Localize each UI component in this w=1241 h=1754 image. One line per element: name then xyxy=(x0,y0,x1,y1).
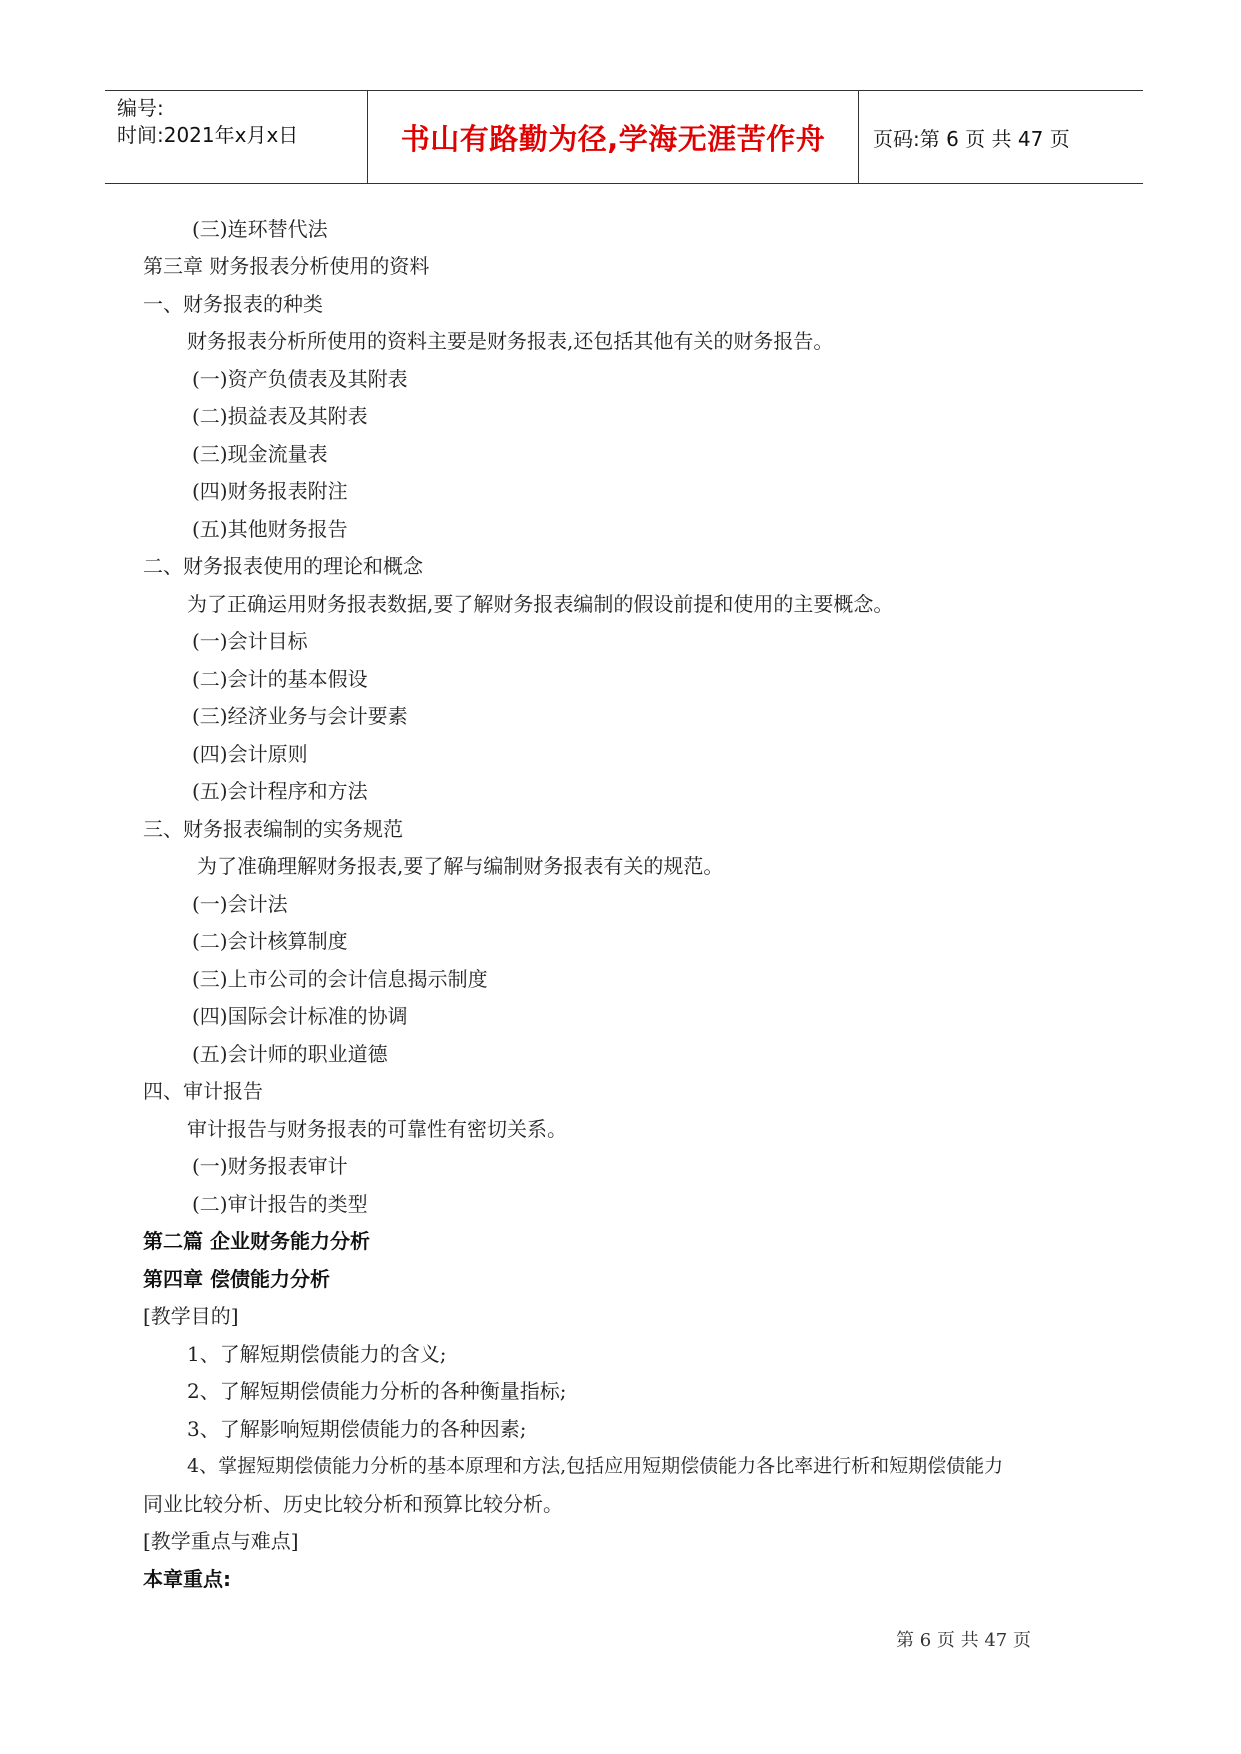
bracket-heading: [教学目的] xyxy=(143,1304,239,1328)
section-heading: 四、审计报告 xyxy=(143,1079,263,1103)
numbered-item: 4、掌握短期偿债能力分析的基本原理和方法,包括应用短期偿债能力各比率进行析和短期偿债能力 xyxy=(187,1455,1004,1477)
section-heading: 三、财务报表编制的实务规范 xyxy=(143,817,403,841)
section-heading: 一、财务报表的种类 xyxy=(143,292,323,316)
page-header xyxy=(105,90,1143,184)
list-item: (三)现金流量表 xyxy=(192,442,328,466)
header-page-number: 页码:第 6 页 共 47 页 xyxy=(873,126,1070,151)
numbered-item-continued: 同业比较分析、历史比较分析和预算比较分析。 xyxy=(143,1492,563,1516)
time-label: 时间:2021年x月x日 xyxy=(117,123,299,147)
list-item: (二)会计的基本假设 xyxy=(192,667,368,691)
list-item: (三)经济业务与会计要素 xyxy=(192,704,408,728)
numbered-item: 3、了解影响短期偿债能力的各种因素; xyxy=(187,1417,527,1441)
number-label: 编号: xyxy=(117,96,164,120)
header-meta xyxy=(117,95,298,149)
list-item: (四)国际会计标准的协调 xyxy=(192,1004,408,1028)
list-item: (一)资产负债表及其附表 xyxy=(192,367,408,391)
part-heading: 第二篇 企业财务能力分析 xyxy=(143,1229,370,1253)
numbered-item: 2、了解短期偿债能力分析的各种衡量指标; xyxy=(187,1379,567,1403)
header-motto: 书山有路勤为径,学海无涯苦作舟 xyxy=(400,121,826,156)
list-item: (五)会计师的职业道德 xyxy=(192,1042,388,1066)
chapter-heading: 第四章 偿债能力分析 xyxy=(143,1267,330,1291)
list-item: (二)会计核算制度 xyxy=(192,929,348,953)
body-line: (三)连环替代法 xyxy=(192,217,328,241)
header-divider xyxy=(367,91,368,183)
key-points-label: 本章重点: xyxy=(143,1567,231,1591)
list-item: (五)其他财务报告 xyxy=(192,517,348,541)
paragraph: 为了正确运用财务报表数据,要了解财务报表编制的假设前提和使用的主要概念。 xyxy=(187,592,894,616)
chapter-heading: 第三章 财务报表分析使用的资料 xyxy=(143,254,430,278)
header-divider xyxy=(858,91,859,183)
page-footer: 第 6 页 共 47 页 xyxy=(896,1630,1031,1651)
numbered-item: 1、了解短期偿债能力的含义; xyxy=(187,1342,447,1366)
list-item: (三)上市公司的会计信息揭示制度 xyxy=(192,967,488,991)
list-item: (二)损益表及其附表 xyxy=(192,404,368,428)
list-item: (四)会计原则 xyxy=(192,742,308,766)
list-item: (二)审计报告的类型 xyxy=(192,1192,368,1216)
list-item: (一)财务报表审计 xyxy=(192,1154,348,1178)
list-item: (五)会计程序和方法 xyxy=(192,779,368,803)
paragraph: 审计报告与财务报表的可靠性有密切关系。 xyxy=(187,1117,567,1141)
list-item: (四)财务报表附注 xyxy=(192,479,348,503)
list-item: (一)会计目标 xyxy=(192,629,308,653)
section-heading: 二、财务报表使用的理论和概念 xyxy=(143,554,423,578)
paragraph: 为了准确理解财务报表,要了解与编制财务报表有关的规范。 xyxy=(197,854,724,878)
list-item: (一)会计法 xyxy=(192,892,288,916)
paragraph: 财务报表分析所使用的资料主要是财务报表,还包括其他有关的财务报告。 xyxy=(187,329,834,353)
bracket-heading: [教学重点与难点] xyxy=(143,1529,299,1553)
